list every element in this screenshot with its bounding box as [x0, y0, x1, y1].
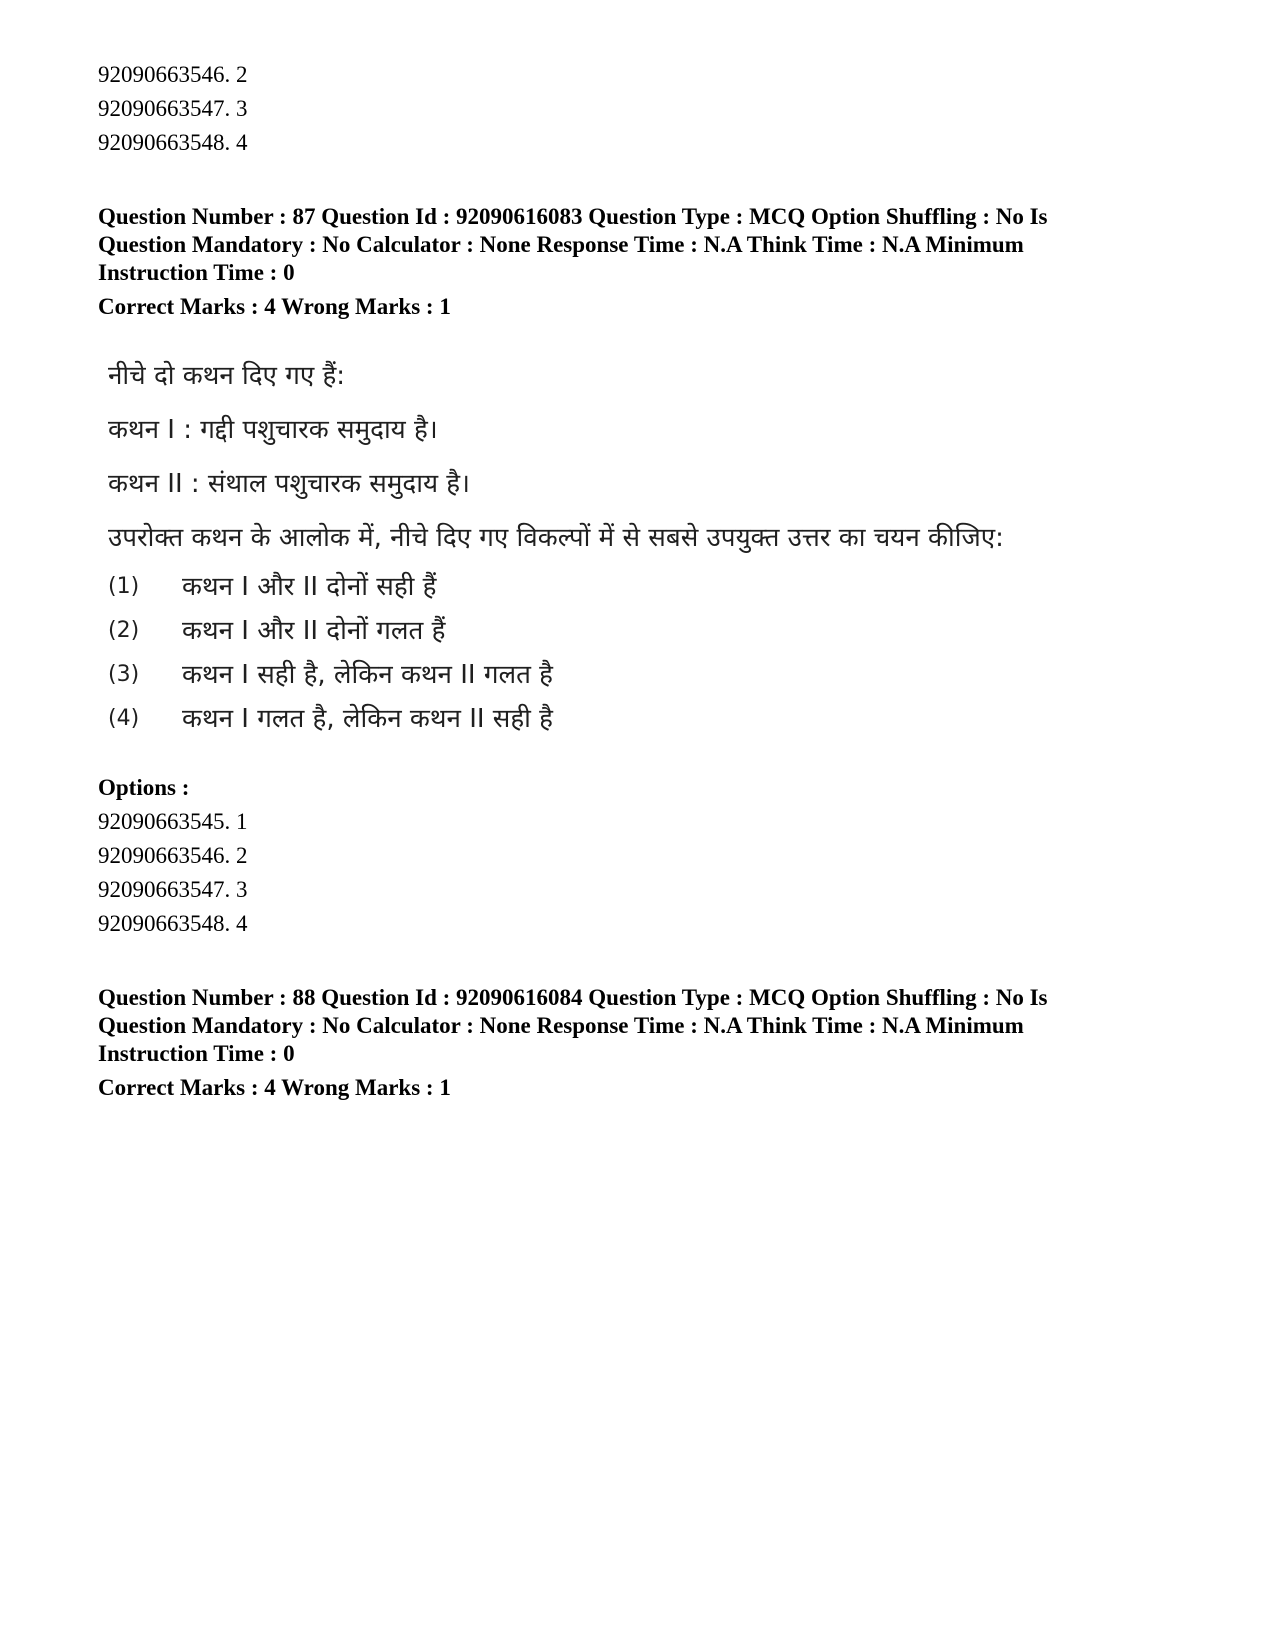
header-line-2: Question Mandatory : No Calculator : None Response Time : N.A Think Time : N.A Minimum [98, 232, 1024, 257]
option-line: 92090663547. 3 [98, 96, 248, 121]
question-body [108, 349, 1178, 741]
option-line: 92090663546. 2 [98, 62, 248, 87]
choice-item [108, 609, 1178, 653]
option-line: 92090663546. 2 [98, 843, 248, 868]
choice-number: (2) [108, 618, 140, 643]
previous-options-list [98, 58, 1178, 160]
header-line-3: Instruction Time : 0 [98, 260, 295, 285]
question-instruction: उपरोक्त कथन के आलोक में, नीचे दिए गए विकल्पों में से सबसे उपयुक्त उत्तर का चयन कीजिए: [108, 523, 1004, 553]
choice-number: (1) [108, 574, 140, 599]
choice-text: कथन I सही है, लेकिन कथन II गलत है [182, 660, 553, 690]
header-line-3: Instruction Time : 0 [98, 1041, 295, 1066]
choice-number: (4) [108, 706, 140, 731]
option-line: 92090663545. 1 [98, 809, 248, 834]
header-line-2: Question Mandatory : No Calculator : None Response Time : N.A Think Time : N.A Minimum [98, 1013, 1024, 1038]
header-line-1: Question Number : 87 Question Id : 92090616083 Question Type : MCQ Option Shuffling : No Is [98, 204, 1048, 229]
choice-text: कथन I और II दोनों सही हैं [182, 572, 437, 602]
question-header [98, 984, 1178, 1068]
document-page [98, 58, 1178, 1102]
header-line-1: Question Number : 88 Question Id : 92090616084 Question Type : MCQ Option Shuffling : No Is [98, 985, 1048, 1010]
choice-text: कथन I गलत है, लेकिन कथन II सही है [182, 704, 553, 734]
choice-text: कथन I और II दोनों गलत हैं [182, 616, 446, 646]
marks-line: Correct Marks : 4 Wrong Marks : 1 [98, 1075, 451, 1100]
question-88 [98, 984, 1178, 1102]
question-87 [98, 203, 1178, 941]
option-line: 92090663548. 4 [98, 911, 248, 936]
marks-line: Correct Marks : 4 Wrong Marks : 1 [98, 294, 451, 319]
options-label: Options : [98, 775, 190, 800]
statement-2: कथन II : संथाल पशुचारक समुदाय है। [108, 469, 470, 499]
choice-item [108, 565, 1178, 609]
options-list [98, 805, 1178, 941]
question-header [98, 203, 1178, 287]
option-line: 92090663547. 3 [98, 877, 248, 902]
option-line: 92090663548. 4 [98, 130, 248, 155]
choice-number: (3) [108, 662, 140, 687]
choice-item [108, 653, 1178, 697]
statement-1: कथन I : गद्दी पशुचारक समुदाय है। [108, 415, 438, 445]
choice-item [108, 697, 1178, 741]
question-intro: नीचे दो कथन दिए गए हैं: [108, 361, 346, 391]
